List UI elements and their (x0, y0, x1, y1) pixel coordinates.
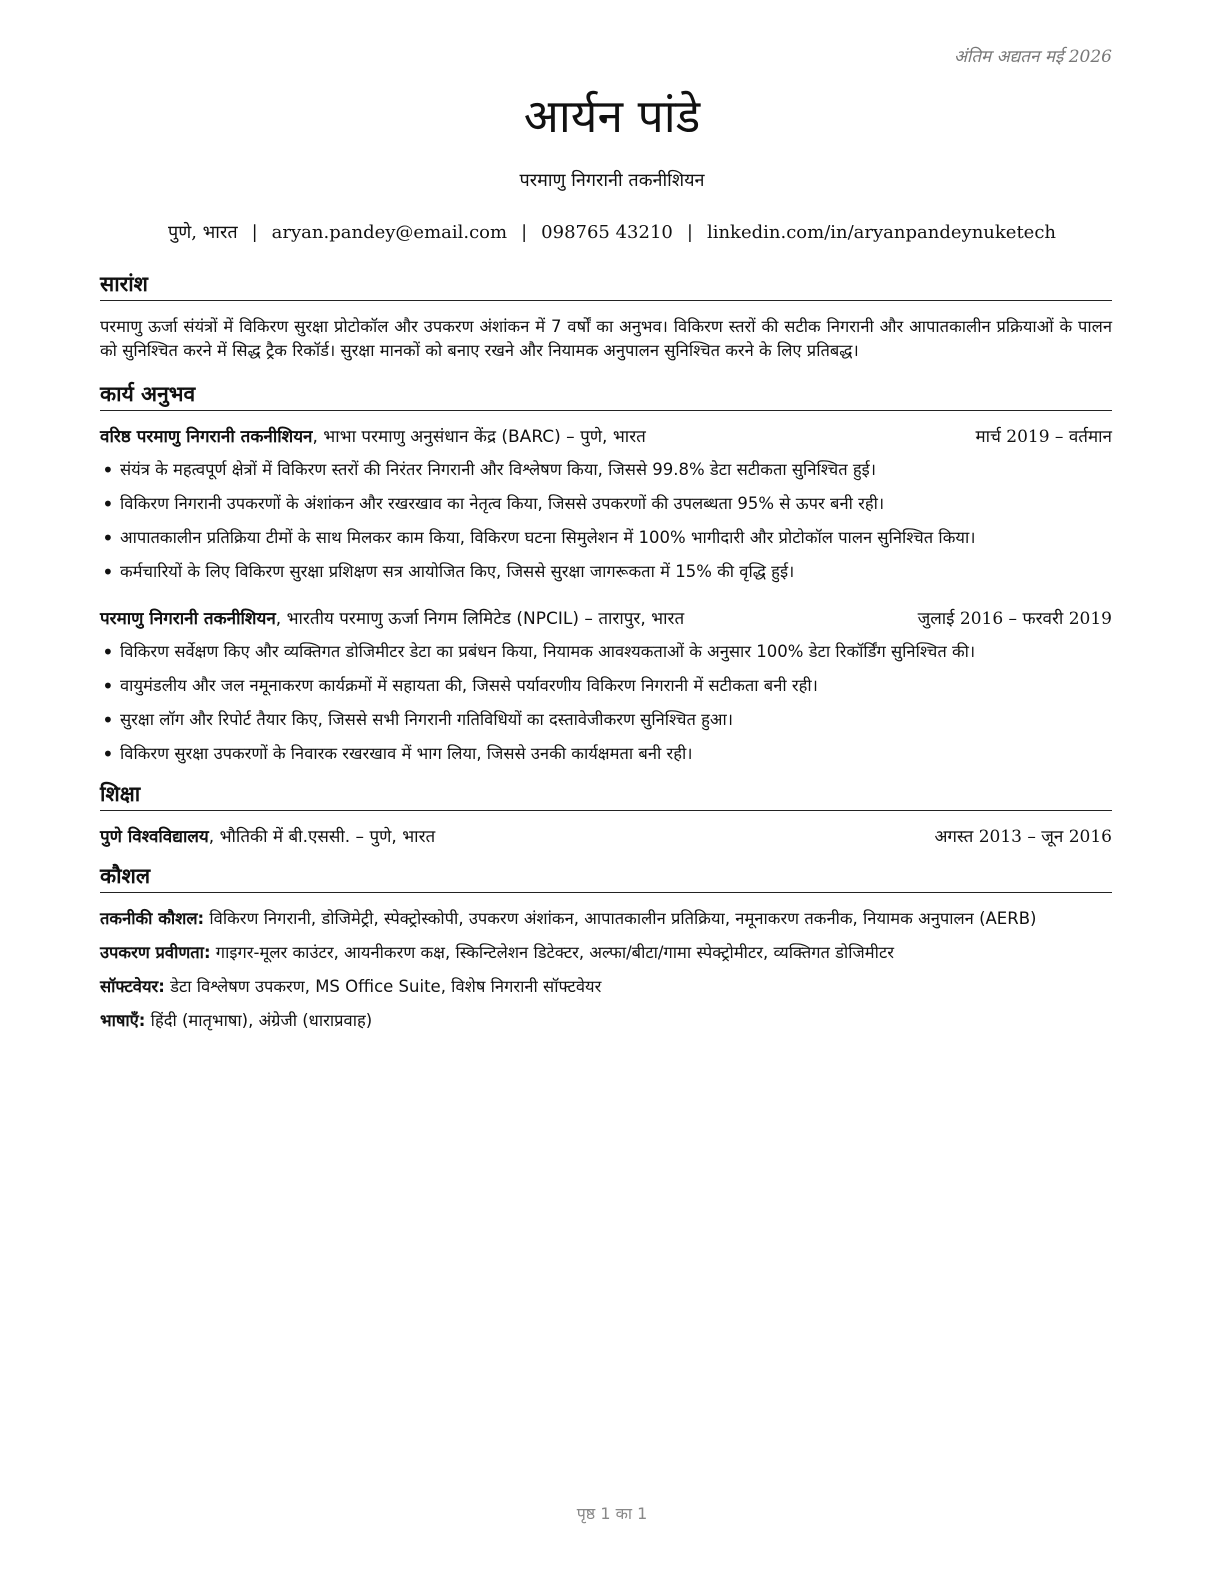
skill-value: डेटा विश्लेषण उपकरण, MS Office Suite, विशेष निगरानी सॉफ्टवेयर (164, 977, 602, 996)
contact-separator: | (251, 222, 258, 243)
list-item: • कर्मचारियों के लिए विकिरण सुरक्षा प्रशिक्षण सत्र आयोजित किए, जिससे सुरक्षा जागरूकता में 15% की वृद्धि हुई। (100, 555, 1112, 589)
section-heading: सारांश (100, 270, 1112, 301)
job-entry (100, 425, 1112, 589)
list-item: • विकिरण निगरानी उपकरणों के अंशांकन और रखरखाव का नेतृत्व किया, जिससे उपकरणों की उपलब्धता 95% से ऊपर बनी रही। (100, 487, 1112, 521)
education-entry (100, 825, 1112, 849)
job-bullets (100, 453, 1112, 589)
job-entry (100, 607, 1112, 771)
candidate-name: आर्यन पांडे (523, 89, 701, 143)
skill-row (100, 1009, 1112, 1033)
list-item: • विकिरण सर्वेक्षण किए और व्यक्तिगत डोजिमीटर डेटा का प्रबंधन किया, नियामक आवश्यकताओं के अनुसार 100% डेटा रिकॉर्डिंग सुनिश्चित की। (100, 635, 1112, 669)
summary-section (100, 270, 1112, 363)
contact-location: पुणे, भारत (167, 222, 238, 243)
list-item: • विकिरण सुरक्षा उपकरणों के निवारक रखरखाव में भाग लिया, जिससे उनकी कार्यक्षमता बनी रही। (100, 737, 1112, 771)
list-item: • आपातकालीन प्रतिक्रिया टीमों के साथ मिलकर काम किया, विकिरण घटना सिमुलेशन में 100% भागीदारी और प्रोटोकॉल पालन सुनिश्चित किया। (100, 521, 1112, 555)
skill-row (100, 907, 1112, 931)
job-header (100, 425, 1112, 449)
skill-label: सॉफ्टवेयर: (100, 977, 165, 996)
contact-linkedin[interactable]: linkedin.com/in/aryanpandeynuketech (706, 222, 1057, 243)
summary-text: परमाणु ऊर्जा संयंत्रों में विकिरण सुरक्षा प्रोटोकॉल और उपकरण अंशांकन में 7 वर्षों का अनुभव। विकिरण स्तरों की सटीक निगरानी और आपातकालीन प्रक्रियाओं के पालन को सुनिश्चित करने में सिद्ध ट्रैक रिकॉर्ड। सुरक्षा मानकों को बनाए रखने और नियामक अनुपालन सुनिश्चित करने के लिए प्रतिबद्ध। (100, 317, 1112, 360)
job-role: परमाणु निगरानी तकनीशियन (100, 609, 276, 629)
list-item: • सुरक्षा लॉग और रिपोर्ट तैयार किए, जिससे सभी निगरानी गतिविधियों का दस्तावेजीकरण सुनिश्चित हुआ। (100, 703, 1112, 737)
list-item: • वायुमंडलीय और जल नमूनाकरण कार्यक्रमों में सहायता की, जिससे पर्यावरणीय विकिरण निगरानी में सटीकता बनी रही। (100, 669, 1112, 703)
experience-section (100, 380, 1112, 771)
skill-label: भाषाएँ: (100, 1011, 146, 1030)
contact-separator: | (521, 222, 528, 243)
job-dates: जुलाई 2016 – फरवरी 2019 (917, 609, 1112, 629)
job-role: वरिष्ठ परमाणु निगरानी तकनीशियन (100, 427, 313, 447)
job-header (100, 607, 1112, 631)
last-updated: अंतिम अद्यतन मई 2026 (953, 47, 1112, 67)
contact-phone: 098765 43210 (541, 222, 673, 243)
skill-value: विकिरण निगरानी, डोजिमेट्री, स्पेक्ट्रोस्कोपी, उपकरण अंशांकन, आपातकालीन प्रतिक्रिया, नमूनाकरण तकनीक, नियामक अनुपालन (AERB) (204, 909, 1037, 928)
skill-row (100, 975, 1112, 999)
section-heading: शिक्षा (100, 780, 1112, 811)
skill-value: हिंदी (मातृभाषा), अंग्रेजी (धाराप्रवाह) (145, 1011, 373, 1030)
job-org: , भारतीय परमाणु ऊर्जा निगम लिमिटेड (NPCIL) – तारापुर, भारत (275, 609, 685, 629)
skill-label: तकनीकी कौशल: (100, 909, 205, 928)
job-bullets (100, 635, 1112, 771)
contact-email[interactable]: aryan.pandey@email.com (271, 222, 508, 243)
section-heading: कौशल (100, 862, 1112, 893)
contact-separator: | (686, 222, 693, 243)
skill-value: गाइगर-मूलर काउंटर, आयनीकरण कक्ष, स्किन्टिलेशन डिटेक्टर, अल्फा/बीटा/गामा स्पेक्ट्रोमीटर, व्यक्तिगत डोजिमीटर (210, 943, 895, 962)
skills-section (100, 862, 1112, 1033)
skill-row (100, 941, 1112, 965)
school-name: पुणे विश्वविद्यालय (100, 827, 209, 847)
page-number: पृष्ठ 1 का 1 (576, 1504, 648, 1523)
job-org: , भाभा परमाणु अनुसंधान केंद्र (BARC) – पुणे, भारत (312, 427, 646, 447)
job-dates: मार्च 2019 – वर्तमान (975, 427, 1112, 447)
section-heading: कार्य अनुभव (100, 380, 1112, 411)
education-section (100, 780, 1112, 849)
contact-line (0, 220, 1224, 244)
list-item: • संयंत्र के महत्वपूर्ण क्षेत्रों में विकिरण स्तरों की निरंतर निगरानी और विश्लेषण किया, जिससे 99.8% डेटा सटीकता सुनिश्चित हुई। (100, 453, 1112, 487)
education-dates: अगस्त 2013 – जून 2016 (934, 827, 1112, 847)
job-title: परमाणु निगरानी तकनीशियन (519, 170, 705, 191)
skill-label: उपकरण प्रवीणता: (100, 943, 211, 962)
degree: , भौतिकी में बी.एससी. – पुणे, भारत (208, 827, 436, 847)
